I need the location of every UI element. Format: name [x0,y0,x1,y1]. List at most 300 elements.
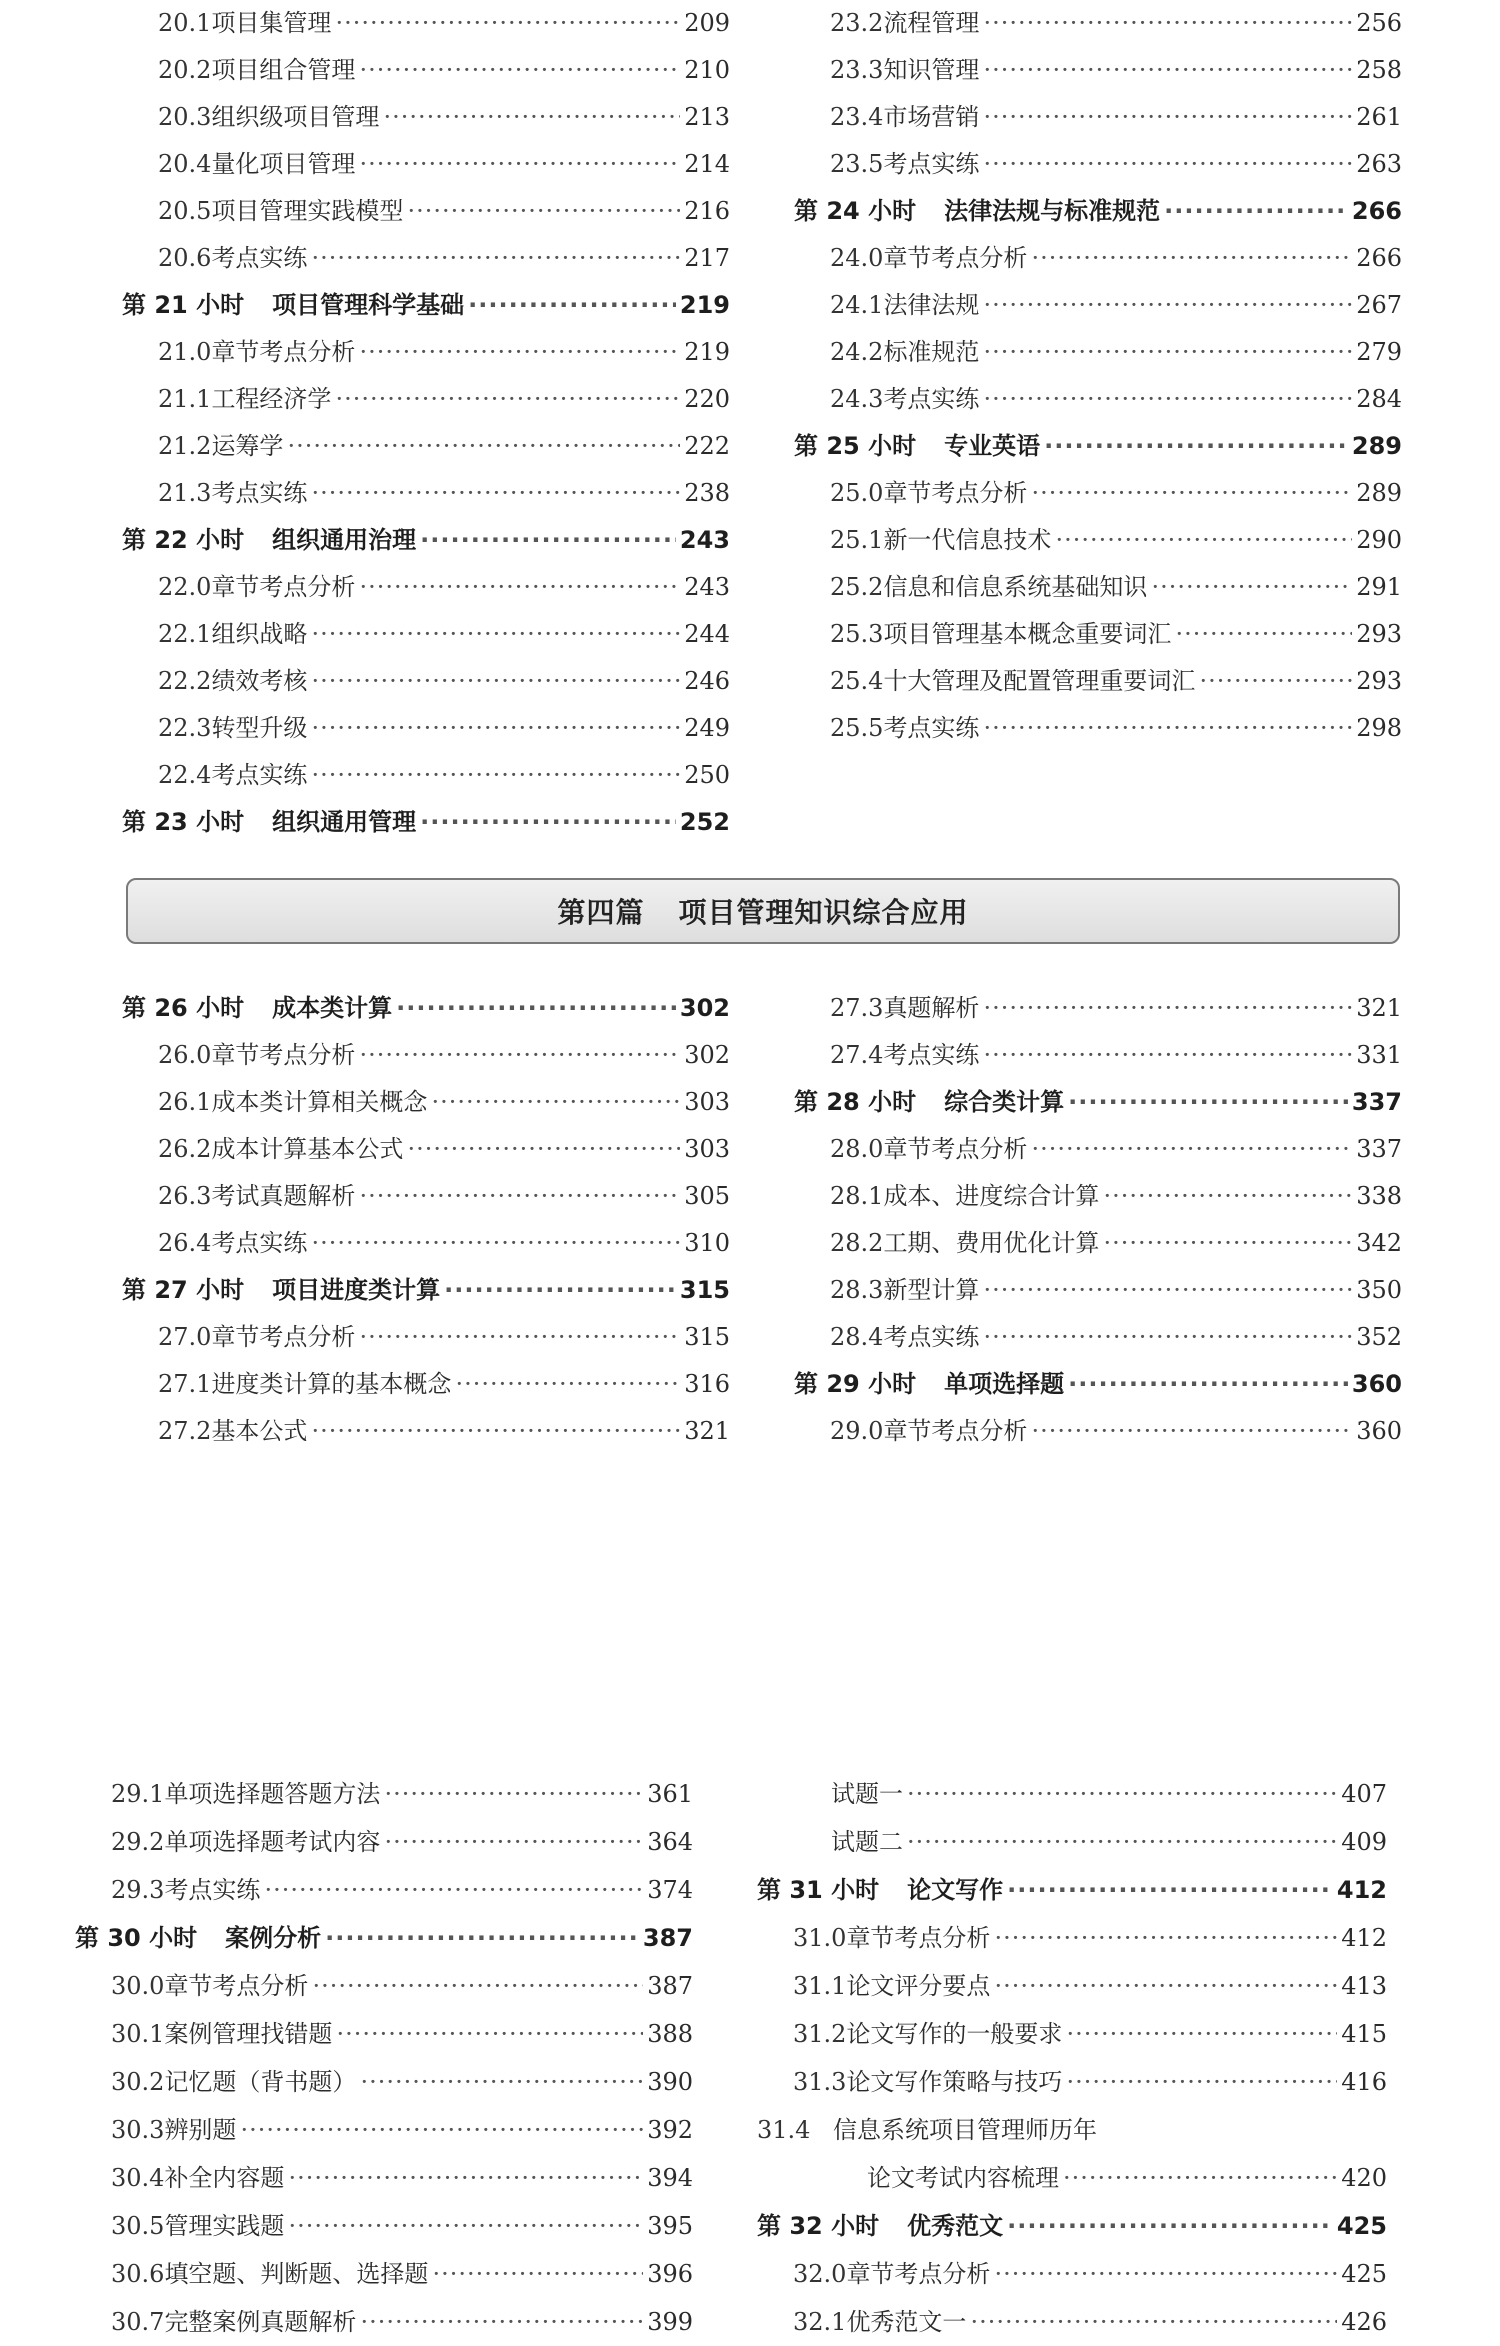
toc-entry-title: 章节考点分析 [883,1417,1028,1445]
toc-entry-number: 第 26 小时 [122,994,245,1022]
toc-entry-page: 360 [1351,1370,1402,1398]
toc-hour-heading[interactable] [122,985,730,1032]
dot-leader [1164,188,1348,235]
toc-entry[interactable] [794,1032,1402,1079]
toc-entry-page: 263 [1356,150,1402,178]
toc-entry-title: 考试真题解析 [211,1182,356,1210]
toc-entry-title: 案例分析 [225,1924,322,1952]
toc-hour-heading[interactable] [794,1079,1402,1126]
toc-entry[interactable] [794,564,1402,611]
toc-entry-page: 352 [1356,1323,1402,1351]
dot-leader [336,2010,643,2058]
dot-leader [311,705,680,752]
section-title: 项目管理知识综合应用 [678,896,969,929]
toc-entry[interactable] [122,141,730,188]
toc-entry-number: 第 32 小时 [757,2212,880,2240]
toc-entry-number: 30.1 [111,2020,165,2048]
dot-leader [359,1032,680,1079]
toc-entry-page: 420 [1341,2164,1387,2192]
toc-entry-title: 考点实练 [883,1323,980,1351]
toc-entry[interactable] [122,470,730,517]
toc-column-a-right [794,0,1402,752]
dot-leader [983,705,1352,752]
toc-entry-number: 第 21 小时 [122,291,245,319]
toc-entry-title: 项目集管理 [211,9,332,37]
toc-hour-heading[interactable] [757,2202,1387,2250]
toc-entry-page: 256 [1356,9,1402,37]
toc-hour-heading[interactable] [122,282,730,329]
toc-entry-number: 26.0 [158,1041,212,1069]
dot-leader [359,47,680,94]
toc-entry-page: 360 [1356,1417,1402,1445]
dot-leader [468,282,676,329]
dot-leader [983,1314,1352,1361]
toc-entry[interactable] [122,752,730,799]
toc-entry-title: 组织通用治理 [272,526,417,554]
toc-entry-title: 专业英语 [944,432,1041,460]
toc-entry[interactable] [122,611,730,658]
toc-entry-title: 单项选择题答题方法 [164,1780,381,1808]
dot-leader [383,94,680,141]
toc-entry-page: 361 [647,1780,693,1808]
toc-entry-page: 416 [1341,2068,1387,2096]
dot-leader [983,282,1352,329]
toc-entry-title: 论文写作策略与技巧 [846,2068,1063,2096]
toc-entry[interactable] [122,47,730,94]
toc-entry-title: 章节考点分析 [211,1323,356,1351]
toc-entry-title: 成本类计算相关概念 [211,1088,428,1116]
toc-entry-page: 415 [1341,2020,1387,2048]
dot-leader [983,329,1352,376]
toc-column-b-left [122,985,730,1455]
toc-hour-heading[interactable] [794,188,1402,235]
toc-entry[interactable] [757,2298,1387,2346]
toc-entry-number: 23.3 [830,56,884,84]
toc-entry-title: 章节考点分析 [211,1041,356,1069]
toc-entry-title: 综合类计算 [944,1088,1065,1116]
toc-entry[interactable] [122,329,730,376]
toc-entry-page: 238 [684,479,730,507]
dot-leader [359,141,680,188]
toc-entry-page: 303 [684,1135,730,1163]
toc-entry-title: 考点实练 [211,244,308,272]
dot-leader [983,141,1352,188]
dot-leader [264,1866,643,1914]
toc-entry-title: 真题解析 [883,994,980,1022]
toc-entry-number: 24.2 [830,338,884,366]
toc-entry-title: 成本计算基本公式 [211,1135,404,1163]
dot-leader [1007,1866,1333,1914]
dot-leader [1044,423,1348,470]
toc-entry-title: 成本、进度综合计算 [883,1182,1100,1210]
dot-leader [384,1818,643,1866]
toc-entry-page: 222 [684,432,730,460]
toc-entry[interactable] [757,2010,1387,2058]
toc-entry-number: 26.4 [158,1229,212,1257]
dot-leader [311,470,680,517]
toc-hour-heading[interactable] [122,1267,730,1314]
dot-leader [311,1408,680,1455]
section-banner [126,878,1400,944]
toc-entry[interactable] [794,611,1402,658]
dot-leader [287,423,680,470]
toc-entry-title: 项目进度类计算 [272,1276,441,1304]
toc-entry[interactable] [122,564,730,611]
toc-entry[interactable] [75,2010,693,2058]
toc-entry-page: 412 [1336,1876,1387,1904]
toc-entry-number: 26.1 [158,1088,212,1116]
toc-entry[interactable] [75,1962,693,2010]
toc-entry[interactable] [757,1962,1387,2010]
dot-leader [396,985,676,1032]
toc-entry[interactable] [75,2106,693,2154]
toc-entry[interactable] [757,2250,1387,2298]
toc-entry[interactable] [794,1173,1402,1220]
toc-hour-heading[interactable] [757,1866,1387,1914]
toc-entry[interactable] [122,94,730,141]
toc-entry-page: 266 [1351,197,1402,225]
dot-leader [983,0,1352,47]
toc-entry-page: 210 [684,56,730,84]
toc-entry-title: 章节考点分析 [211,338,356,366]
toc-entry[interactable] [794,705,1402,752]
toc-entry-page: 364 [647,1828,693,1856]
toc-entry-page: 390 [647,2068,693,2096]
toc-entry[interactable] [794,0,1402,47]
toc-entry[interactable] [757,1818,1387,1866]
dot-leader [1031,1126,1352,1173]
dot-leader [970,2298,1337,2346]
toc-entry[interactable] [794,329,1402,376]
toc-entry-title: 考点实练 [211,479,308,507]
toc-entry[interactable] [794,47,1402,94]
dot-leader [1031,235,1352,282]
toc-entry-number: 21.1 [158,385,212,413]
dot-leader [240,2106,643,2154]
toc-entry[interactable] [122,1220,730,1267]
toc-entry-page: 342 [1356,1229,1402,1257]
dot-leader [420,517,676,564]
toc-entry-page: 243 [679,526,730,554]
toc-entry[interactable] [794,1267,1402,1314]
toc-entry-title: 论文考试内容梳理 [867,2164,1059,2192]
toc-entry-title: 辨别题 [164,2116,237,2144]
toc-entry[interactable] [122,1408,730,1455]
toc-entry[interactable] [794,985,1402,1032]
toc-entry-number: 第 24 小时 [794,197,917,225]
toc-entry[interactable] [122,1126,730,1173]
toc-entry-title: 章节考点分析 [846,1924,991,1952]
toc-entry-number: 第 22 小时 [122,526,245,554]
toc-entry[interactable] [122,705,730,752]
toc-entry-page: 266 [1356,244,1402,272]
dot-leader [325,1914,639,1962]
toc-entry-title: 知识管理 [883,56,980,84]
toc-entry-number: 26.2 [158,1135,212,1163]
toc-entry-title: 法律法规与标准规范 [944,197,1161,225]
toc-entry-title: 考点实练 [883,385,980,413]
toc-entry-page: 250 [684,761,730,789]
toc-column-c-right [757,1770,1387,2346]
toc-entry-page: 387 [642,1924,693,1952]
toc-entry-title: 项目组合管理 [211,56,356,84]
toc-entry-page: 289 [1351,432,1402,460]
toc-entry-number: 22.1 [158,620,212,648]
toc-entry-number: 24.3 [830,385,884,413]
toc-entry-number: 20.1 [158,9,212,37]
toc-entry-title: 记忆题（背书题） [164,2068,357,2096]
toc-entry[interactable] [122,1173,730,1220]
toc-entry-page: 388 [647,2020,693,2048]
toc-entry-page: 302 [684,1041,730,1069]
dot-leader [983,1032,1352,1079]
toc-entry-number: 26.3 [158,1182,212,1210]
toc-entry-number: 第 31 小时 [757,1876,880,1904]
toc-entry[interactable] [122,1314,730,1361]
toc-entry-title: 优秀范文一 [846,2308,967,2336]
toc-entry-number: 24.0 [830,244,884,272]
dot-leader [311,658,680,705]
dot-leader [1068,1079,1348,1126]
toc-entry-page: 321 [1356,994,1402,1022]
toc-entry[interactable] [122,376,730,423]
dot-leader [1066,2010,1337,2058]
toc-entry-page: 261 [1356,103,1402,131]
dot-leader [1151,564,1352,611]
toc-entry-page: 217 [684,244,730,272]
toc-entry-page: 331 [1356,1041,1402,1069]
toc-entry-page: 426 [1341,2308,1387,2336]
toc-entry-number: 31.0 [793,1924,847,1952]
dot-leader [288,2154,643,2202]
toc-entry-number: 28.2 [830,1229,884,1257]
toc-entry-page: 392 [647,2116,693,2144]
toc-entry-page: 289 [1356,479,1402,507]
toc-column-a-left [122,0,730,846]
toc-entry[interactable] [75,2298,693,2346]
dot-leader [311,752,680,799]
toc-entry-number: 27.4 [830,1041,884,1069]
toc-entry[interactable] [122,235,730,282]
toc-entry-page: 258 [1356,56,1402,84]
toc-entry[interactable] [122,1032,730,1079]
dot-leader [359,564,680,611]
toc-entry-number: 32.0 [793,2260,847,2288]
toc-entry-title: 流程管理 [883,9,980,37]
toc-entry-page: 425 [1336,2212,1387,2240]
dot-leader [431,1079,680,1126]
toc-entry-number: 25.5 [830,714,884,742]
toc-entry-title: 运筹学 [211,432,284,460]
toc-entry-page: 413 [1341,1972,1387,2000]
toc-entry-page: 394 [647,2164,693,2192]
toc-entry-number: 30.6 [111,2260,165,2288]
toc-entry-page: 244 [684,620,730,648]
toc-entry-page: 305 [684,1182,730,1210]
toc-entry[interactable] [794,376,1402,423]
toc-entry-title: 项目管理实践模型 [211,197,404,225]
toc-entry-page: 338 [1356,1182,1402,1210]
dot-leader [407,188,680,235]
toc-entry-title: 章节考点分析 [883,244,1028,272]
toc-entry-number: 29.0 [830,1417,884,1445]
toc-entry-number: 30.3 [111,2116,165,2144]
toc-entry-title: 工程经济学 [211,385,332,413]
toc-entry-number: 22.0 [158,573,212,601]
toc-entry-page: 315 [684,1323,730,1351]
toc-entry-number: 22.2 [158,667,212,695]
toc-entry-title: 信息系统项目管理师历年 [833,2116,1097,2144]
toc-entry-page: 219 [679,291,730,319]
toc-entry-number: 25.0 [830,479,884,507]
toc-entry-page: 337 [1351,1088,1402,1116]
dot-leader [359,1314,680,1361]
toc-entry-number: 20.2 [158,56,212,84]
toc-entry-title: 论文写作 [907,1876,1004,1904]
dot-leader [994,1914,1337,1962]
toc-entry[interactable] [757,2058,1387,2106]
dot-leader [1103,1220,1352,1267]
toc-entry[interactable] [794,1220,1402,1267]
dot-leader [1031,1408,1352,1455]
toc-entry-page: 316 [684,1370,730,1398]
dot-leader [907,1818,1337,1866]
toc-entry-page: 284 [1356,385,1402,413]
dot-leader [983,94,1352,141]
toc-entry-title: 试题一 [831,1780,903,1808]
toc-entry[interactable] [122,188,730,235]
dot-leader [359,329,680,376]
toc-entry-page: 315 [679,1276,730,1304]
toc-entry-title: 章节考点分析 [883,479,1028,507]
toc-entry[interactable] [75,2202,693,2250]
toc-entry-title: 考点实练 [883,1041,980,1069]
toc-entry-page: 246 [684,667,730,695]
toc-entry-number: 第 30 小时 [75,1924,198,1952]
toc-entry[interactable] [794,141,1402,188]
toc-entry-title: 基本公式 [211,1417,308,1445]
toc-entry[interactable] [757,1770,1387,1818]
toc-entry-page: 219 [684,338,730,366]
dot-leader [335,376,680,423]
toc-entry[interactable] [122,1079,730,1126]
toc-entry-page: 387 [647,1972,693,2000]
toc-entry[interactable] [75,2058,693,2106]
toc-entry-page: 279 [1356,338,1402,366]
toc-entry-title: 论文写作的一般要求 [846,2020,1063,2048]
toc-entry-number: 27.0 [158,1323,212,1351]
toc-entry-page: 293 [1356,667,1402,695]
toc-entry-number: 29.1 [111,1780,165,1808]
toc-entry[interactable] [757,1914,1387,1962]
dot-leader [420,799,676,846]
toc-entry-number: 第 29 小时 [794,1370,917,1398]
dot-leader [311,611,680,658]
section-number: 第四篇 [557,896,645,929]
toc-entry[interactable] [75,1866,693,1914]
toc-entry-title: 信息和信息系统基础知识 [883,573,1148,601]
toc-entry-page: 302 [679,994,730,1022]
toc-entry[interactable] [75,2154,693,2202]
toc-entry[interactable] [122,423,730,470]
toc-entry[interactable] [794,1408,1402,1455]
toc-entry-title: 单项选择题 [944,1370,1065,1398]
toc-entry-title: 转型升级 [211,714,308,742]
dot-leader [359,1173,680,1220]
toc-entry[interactable] [757,2106,1387,2154]
toc-entry-number: 25.2 [830,573,884,601]
toc-entry-title: 完整案例真题解析 [164,2308,357,2336]
toc-entry-number: 29.2 [111,1828,165,1856]
dot-leader [360,2298,643,2346]
toc-entry-page: 350 [1356,1276,1402,1304]
toc-entry-number: 25.1 [830,526,884,554]
toc-entry-title: 十大管理及配置管理重要词汇 [883,667,1196,695]
toc-entry-title: 项目管理基本概念重要词汇 [883,620,1172,648]
toc-entry[interactable] [75,1770,693,1818]
toc-entry[interactable] [122,1361,730,1408]
toc-entry-title: 试题二 [831,1828,903,1856]
toc-hour-heading[interactable] [122,799,730,846]
dot-leader [288,2202,643,2250]
toc-entry-title: 单项选择题考试内容 [164,1828,381,1856]
toc-hour-heading[interactable] [122,517,730,564]
toc-entry-page: 399 [647,2308,693,2336]
toc-entry-title: 新型计算 [883,1276,980,1304]
dot-leader [1007,2202,1333,2250]
toc-entry-number: 第 25 小时 [794,432,917,460]
toc-entry[interactable] [122,658,730,705]
toc-entry-number: 23.5 [830,150,884,178]
toc-entry-number: 24.1 [830,291,884,319]
toc-hour-heading[interactable] [794,423,1402,470]
toc-entry[interactable] [757,2154,1387,2202]
toc-entry-title: 成本类计算 [272,994,393,1022]
toc-entry-page: 425 [1341,2260,1387,2288]
dot-leader [983,985,1352,1032]
dot-leader [455,1361,680,1408]
toc-hour-heading[interactable] [794,1361,1402,1408]
toc-entry-number: 20.3 [158,103,212,131]
toc-entry[interactable] [794,94,1402,141]
toc-entry-page: 396 [647,2260,693,2288]
toc-entry-page: 252 [679,808,730,836]
toc-entry[interactable] [794,658,1402,705]
toc-entry[interactable] [794,282,1402,329]
dot-leader [1031,470,1352,517]
toc-entry[interactable] [75,2250,693,2298]
toc-entry[interactable] [794,517,1402,564]
toc-entry-number: 28.1 [830,1182,884,1210]
toc-entry[interactable] [794,1126,1402,1173]
toc-entry-number: 21.2 [158,432,212,460]
toc-entry-number: 30.7 [111,2308,165,2336]
toc-entry[interactable] [122,0,730,47]
toc-entry-page: 407 [1341,1780,1387,1808]
toc-entry[interactable] [794,470,1402,517]
toc-entry-page: 409 [1341,1828,1387,1856]
toc-entry[interactable] [794,235,1402,282]
dot-leader [444,1267,676,1314]
dot-leader [983,47,1352,94]
toc-column-c-left [75,1770,693,2346]
toc-entry[interactable] [794,1314,1402,1361]
toc-entry-title: 量化项目管理 [211,150,356,178]
toc-entry[interactable] [75,1818,693,1866]
toc-entry-title: 章节考点分析 [164,1972,309,2000]
toc-entry-number: 25.3 [830,620,884,648]
toc-hour-heading[interactable] [75,1914,693,1962]
